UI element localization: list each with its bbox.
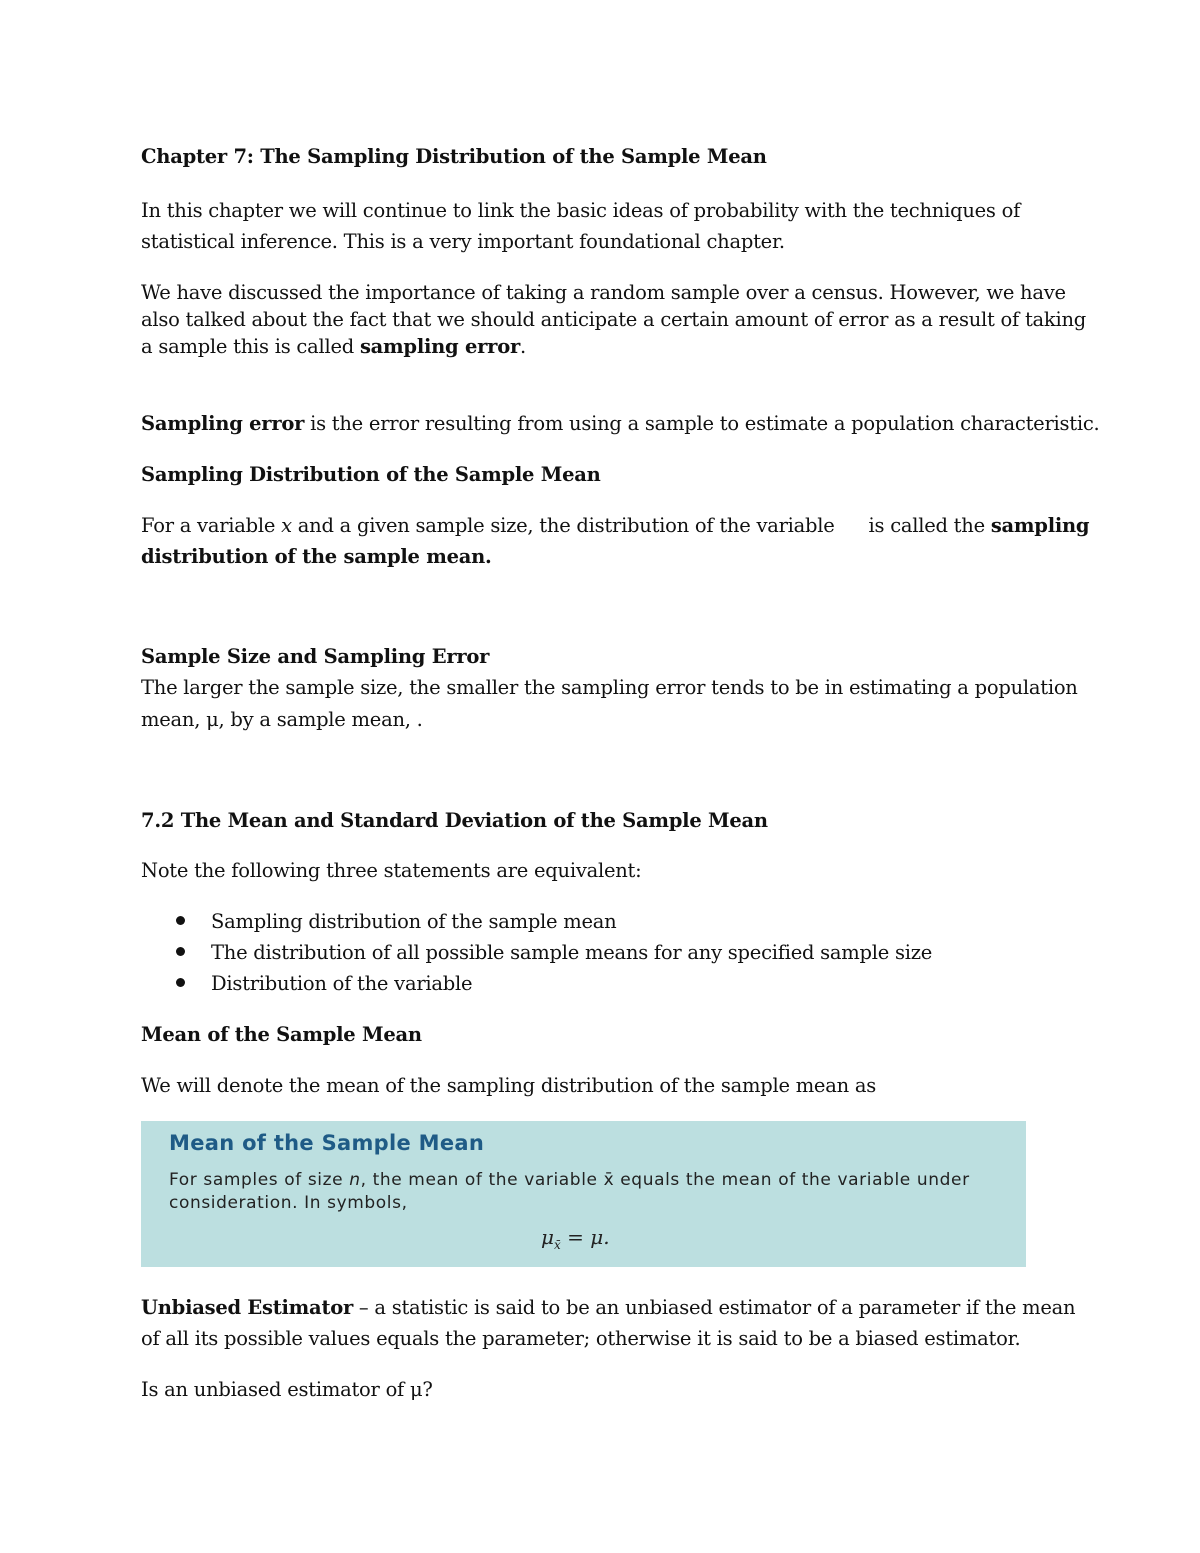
unbiased-line-2: of all its possible values equals the parameter; otherwise it is said to be a biased estimator. — [141, 1327, 1021, 1350]
size-error-line-2: mean, μ, by a sample mean, . — [141, 708, 423, 731]
para2-line-2: also talked about the fact that we should anticipate a certain amount of error as a result of taking — [141, 308, 1087, 331]
sdsm-line-1 — [141, 512, 1089, 539]
sampling-error-def-term: Sampling error — [141, 412, 305, 435]
formula-mu: μ — [541, 1225, 554, 1249]
callout-formula — [541, 1225, 610, 1252]
sdsm-line-2: distribution of the sample mean. — [141, 545, 492, 568]
sampling-error-term: sampling error — [359, 335, 520, 358]
intro-line-1: In this chapter we will continue to link the basic ideas of probability with the techniques of — [141, 199, 1021, 222]
para2-line-3-end: . — [519, 335, 526, 358]
formula-rest: = μ. — [560, 1225, 610, 1249]
sdsm-line-1c: is called the — [862, 514, 991, 537]
callout-body-a: For samples of size — [169, 1170, 350, 1190]
variable-x: x — [281, 514, 292, 537]
mean-of-mean-text: We will denote the mean of the sampling distribution of the sample mean as — [141, 1074, 876, 1097]
para2-line-1: We have discussed the importance of taking a random sample over a census. However, we have — [141, 281, 1066, 304]
sdsm-bold-sampling: sampling — [990, 514, 1090, 537]
callout-body — [169, 1169, 1009, 1215]
sdsm-line-1a: For a variable — [141, 514, 282, 537]
sdsm-heading: Sampling Distribution of the Sample Mean — [141, 463, 601, 486]
size-error-heading: Sample Size and Sampling Error — [141, 645, 490, 668]
bullet-item-1: Sampling distribution of the sample mean — [211, 910, 617, 933]
bullet-dot — [176, 916, 185, 925]
question-line: Is an unbiased estimator of μ? — [141, 1378, 433, 1401]
bullet-dot — [176, 978, 185, 987]
chapter-heading: Chapter 7: The Sampling Distribution of the Sample Mean — [141, 145, 767, 168]
section-7-2-heading: 7.2 The Mean and Standard Deviation of the Sample Mean — [141, 809, 768, 832]
intro-line-2: statistical inference. This is a very important foundational chapter. — [141, 230, 785, 253]
sampling-error-def-rest: is the error resulting from using a sample to estimate a population characteristic. — [304, 412, 1100, 435]
bullet-dot — [176, 947, 185, 956]
bullet-item-3: Distribution of the variable — [211, 972, 473, 995]
callout-title: Mean of the Sample Mean — [169, 1131, 485, 1155]
definition-callout-box — [141, 1121, 1026, 1267]
callout-body-b: , the mean of the variable x̄ equals the mean of the variable under consideration. In symbols, — [169, 1170, 970, 1213]
unbiased-term: Unbiased Estimator — [141, 1296, 353, 1319]
sampling-error-definition — [141, 410, 1099, 437]
sdsm-line-1b: and a given sample size, the distribution of the variable — [291, 514, 835, 537]
equivalent-note: Note the following three statements are equivalent: — [141, 859, 642, 882]
unbiased-line-1-rest: – a statistic is said to be an unbiased estimator of a parameter if the mean — [352, 1296, 1076, 1319]
callout-body-n: n — [349, 1170, 361, 1190]
para2-line-3-start: a sample this is called — [141, 335, 360, 358]
size-error-line-1: The larger the sample size, the smaller the sampling error tends to be in estimating a population — [141, 676, 1078, 699]
para2-line-3 — [141, 333, 526, 360]
bullet-item-2: The distribution of all possible sample means for any specified sample size — [211, 941, 933, 964]
formula-subscript: x̄ — [554, 1238, 561, 1252]
mean-of-mean-heading: Mean of the Sample Mean — [141, 1023, 422, 1046]
unbiased-line-1 — [141, 1294, 1075, 1321]
